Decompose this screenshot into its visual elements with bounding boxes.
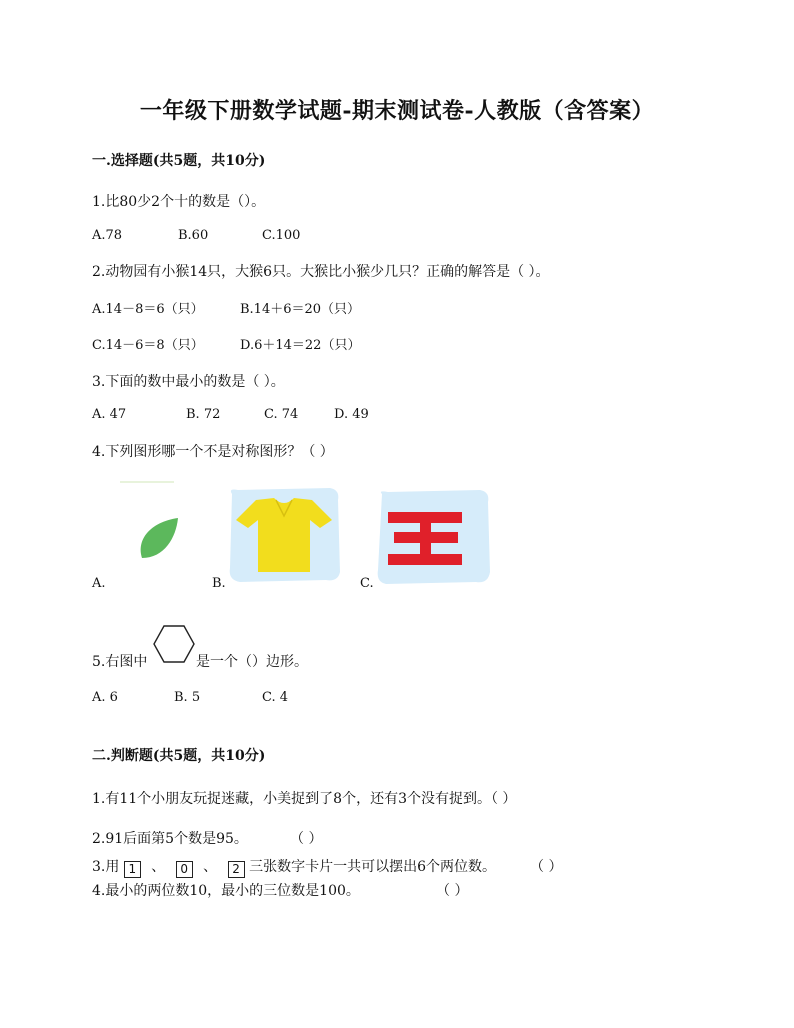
- q2-2-answer-blank: （ ）: [290, 831, 323, 847]
- question-1-5-suffix: 是一个（）边形。: [196, 654, 308, 670]
- q1-5-option-b: B. 5: [174, 690, 201, 705]
- q1-5-option-c: C. 4: [262, 690, 289, 705]
- q1-4-option-b: B.: [212, 576, 226, 591]
- number-card-0: 0: [176, 861, 193, 878]
- q1-2-option-b: B.14＋6＝20（只）: [240, 302, 361, 317]
- q1-3-option-a: A. 47: [92, 407, 127, 422]
- q1-5-option-a: A. 6: [92, 690, 118, 705]
- number-card-1: 1: [124, 861, 141, 878]
- question-2-4: 4.最小的两位数10，最小的三位数是100。: [92, 883, 360, 899]
- q1-2-option-c: C.14－6＝8（只）: [92, 338, 204, 353]
- wang-character-image: [374, 488, 492, 586]
- q1-1-option-a: A.78: [92, 228, 123, 243]
- q2-3-answer-blank: （ ）: [530, 859, 563, 875]
- q1-2-option-d: D.6＋14＝22（只）: [240, 338, 361, 353]
- section-1-heading: 一.选择题(共5题，共10分): [92, 153, 266, 169]
- question-2-1: 1.有11个小朋友玩捉迷藏，小美捉到了8个，还有3个没有捉到。（ ）: [92, 791, 517, 807]
- q1-3-option-b: B. 72: [186, 407, 221, 422]
- q1-1-option-b: B.60: [178, 228, 209, 243]
- question-1-2: 2.动物园有小猴14只，大猴6只。大猴比小猴少几只？正确的解答是（ ）。: [92, 264, 550, 280]
- q2-4-answer-blank: （ ）: [436, 883, 469, 899]
- q2-3-separator-1: 、: [151, 859, 166, 875]
- q2-3-suffix: 三张数字卡片一共可以摆出6个两位数。: [249, 859, 496, 875]
- shirt-image: [226, 486, 342, 584]
- section-2-heading: 二.判断题(共5题，共10分): [92, 748, 266, 764]
- q2-3-prefix: 3.用: [92, 859, 120, 875]
- number-card-2: 2: [228, 861, 245, 878]
- question-1-3: 3.下面的数中最小的数是（ ）。: [92, 374, 285, 390]
- question-2-3: [92, 856, 496, 878]
- question-1-5-prefix: 5.右图中: [92, 654, 148, 670]
- q1-3-option-c: C. 74: [264, 407, 299, 422]
- q1-3-option-d: D. 49: [334, 407, 369, 422]
- q1-4-option-a: A.: [92, 576, 106, 591]
- q1-1-option-c: C.100: [262, 228, 301, 243]
- question-1-1: 1.比80少2个十的数是（）。: [92, 194, 266, 210]
- q1-4-option-c: C.: [360, 576, 374, 591]
- question-2-2: 2.91后面第5个数是95。: [92, 831, 248, 847]
- hexagon-image: [152, 624, 196, 666]
- question-1-4: 4.下列图形哪一个不是对称图形？（ ）: [92, 444, 334, 460]
- q1-2-option-a: A.14－8＝6（只）: [92, 302, 204, 317]
- q2-3-separator-2: 、: [203, 859, 218, 875]
- leaf-image: [110, 480, 190, 580]
- page-title: 一年级下册数学试题-期末测试卷-人教版（含答案）: [139, 98, 655, 124]
